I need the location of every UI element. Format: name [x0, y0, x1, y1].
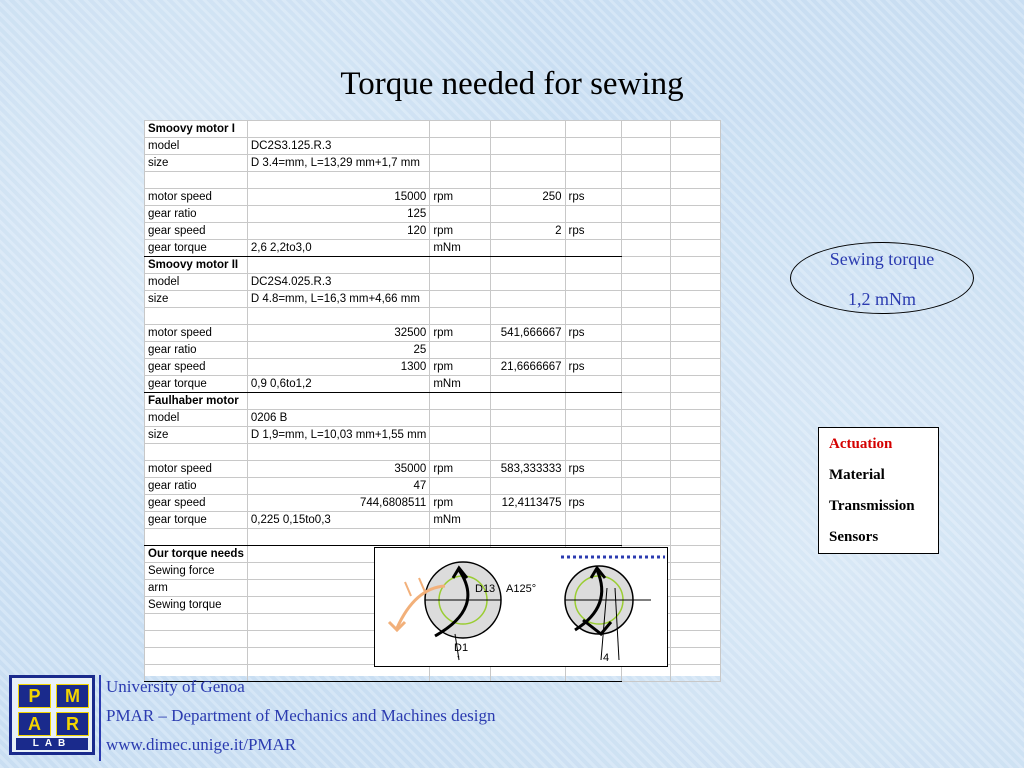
table-cell — [671, 648, 721, 665]
table-cell — [247, 172, 429, 189]
table-cell: Sewing force — [145, 563, 248, 580]
table-cell — [621, 359, 671, 376]
table-cell — [145, 308, 248, 325]
table-cell: rps — [565, 495, 621, 512]
table-cell: rps — [565, 325, 621, 342]
table-cell — [565, 427, 621, 444]
table-row — [145, 444, 721, 461]
table-cell: model — [145, 274, 248, 291]
table-cell — [671, 580, 721, 597]
table-cell — [621, 325, 671, 342]
table-cell — [565, 206, 621, 223]
table-cell: mNm — [430, 240, 491, 257]
table-cell — [671, 410, 721, 427]
table-cell: gear speed — [145, 223, 248, 240]
table-cell — [671, 444, 721, 461]
table-cell — [430, 478, 491, 495]
table-cell — [491, 240, 565, 257]
table-cell — [491, 478, 565, 495]
table-cell: size — [145, 427, 248, 444]
table-cell — [671, 631, 721, 648]
table-cell — [565, 155, 621, 172]
table-cell: gear speed — [145, 359, 248, 376]
table-cell: Sewing torque — [145, 597, 248, 614]
table-cell: rps — [565, 223, 621, 240]
table-cell — [491, 410, 565, 427]
table-cell: model — [145, 138, 248, 155]
table-cell — [491, 444, 565, 461]
table-cell — [621, 291, 671, 308]
table-cell — [565, 342, 621, 359]
table-row — [145, 461, 721, 478]
table-cell: 2,6 2,2to3,0 — [247, 240, 429, 257]
table-cell — [565, 257, 621, 274]
table-cell — [565, 376, 621, 393]
slide-title-text: Torque needed for sewing — [340, 66, 684, 102]
table-cell: rpm — [430, 223, 491, 240]
sewing-torque-callout — [790, 242, 974, 314]
table-cell — [671, 223, 721, 240]
table-cell: motor speed — [145, 461, 248, 478]
table-cell — [621, 495, 671, 512]
table-cell: 1300 — [247, 359, 429, 376]
logo-letter-m: M — [56, 684, 89, 708]
table-cell — [671, 121, 721, 138]
table-cell — [491, 206, 565, 223]
slide-title — [0, 66, 924, 103]
table-cell — [565, 308, 621, 325]
footer-website-link[interactable]: www.dimec.unige.it/PMAR — [106, 735, 297, 754]
table-cell — [671, 274, 721, 291]
table-cell: mNm — [430, 376, 491, 393]
table-cell — [671, 546, 721, 563]
table-cell — [621, 189, 671, 206]
table-row — [145, 478, 721, 495]
table-cell: gear torque — [145, 240, 248, 257]
table-cell: 2 — [491, 223, 565, 240]
table-cell — [671, 529, 721, 546]
motion-tick-2 — [419, 578, 425, 592]
table-cell — [621, 223, 671, 240]
table-cell — [671, 512, 721, 529]
table-cell — [565, 274, 621, 291]
table-cell — [621, 257, 671, 274]
table-cell: rpm — [430, 325, 491, 342]
table-cell — [565, 444, 621, 461]
table-cell: Our torque needs — [145, 546, 248, 563]
table-cell: 12,4113475 — [491, 495, 565, 512]
table-cell — [671, 495, 721, 512]
table-cell — [671, 393, 721, 410]
table-cell: gear ratio — [145, 206, 248, 223]
table-cell: 0,9 0,6to1,2 — [247, 376, 429, 393]
table-cell — [621, 155, 671, 172]
table-cell — [491, 529, 565, 546]
table-row — [145, 240, 721, 257]
table-cell — [491, 172, 565, 189]
table-row — [145, 138, 721, 155]
table-cell — [491, 512, 565, 529]
table-cell — [430, 529, 491, 546]
label-d13: D13 — [475, 583, 496, 595]
label-d1-sub: - — [457, 652, 460, 661]
table-cell: D 3.4=mm, L=13,29 mm+1,7 mm — [247, 155, 429, 172]
table-cell: 25 — [247, 342, 429, 359]
table-cell — [565, 529, 621, 546]
table-row — [145, 427, 721, 444]
table-cell — [565, 512, 621, 529]
table-cell: rpm — [430, 189, 491, 206]
table-cell — [671, 359, 721, 376]
table-cell — [430, 257, 491, 274]
table-cell — [621, 172, 671, 189]
table-row — [145, 410, 721, 427]
table-cell: gear torque — [145, 376, 248, 393]
table-cell — [247, 308, 429, 325]
motion-tick-1 — [405, 582, 411, 596]
footer — [106, 676, 496, 763]
table-cell: DC2S3.125.R.3 — [247, 138, 429, 155]
footer-university: University of Genoa — [106, 677, 245, 696]
table-cell — [621, 512, 671, 529]
table-cell — [671, 189, 721, 206]
table-cell — [491, 291, 565, 308]
table-cell: motor speed — [145, 325, 248, 342]
table-cell — [491, 427, 565, 444]
table-cell — [621, 206, 671, 223]
table-row — [145, 121, 721, 138]
table-cell: arm — [145, 580, 248, 597]
table-cell: 125 — [247, 206, 429, 223]
table-cell — [671, 461, 721, 478]
table-cell — [565, 410, 621, 427]
table-cell: 47 — [247, 478, 429, 495]
table-cell — [621, 427, 671, 444]
table-cell — [430, 138, 491, 155]
table-cell — [565, 172, 621, 189]
table-cell: 120 — [247, 223, 429, 240]
table-cell: model — [145, 410, 248, 427]
table-cell — [145, 444, 248, 461]
table-cell — [491, 138, 565, 155]
table-cell: rps — [565, 461, 621, 478]
table-cell — [430, 444, 491, 461]
table-cell — [621, 529, 671, 546]
table-cell — [621, 121, 671, 138]
table-cell: rps — [565, 189, 621, 206]
table-cell: gear speed — [145, 495, 248, 512]
table-row — [145, 342, 721, 359]
table-cell: D 4.8=mm, L=16,3 mm+4,66 mm — [247, 291, 429, 308]
table-cell — [671, 614, 721, 631]
table-row — [145, 172, 721, 189]
menu-item-sensors[interactable]: Sensors — [829, 529, 879, 545]
table-cell — [621, 461, 671, 478]
table-row — [145, 359, 721, 376]
table-cell: 541,666667 — [491, 325, 565, 342]
table-cell — [671, 325, 721, 342]
label-a125: A125° — [506, 583, 537, 595]
table-cell: gear ratio — [145, 478, 248, 495]
gear-diagram-drawing — [375, 548, 669, 668]
table-cell: 35000 — [247, 461, 429, 478]
table-cell — [671, 597, 721, 614]
table-cell — [565, 138, 621, 155]
table-row — [145, 393, 721, 410]
table-cell — [430, 342, 491, 359]
table-cell — [671, 665, 721, 682]
logo-letter-r: R — [56, 712, 89, 736]
table-cell — [247, 393, 429, 410]
table-cell — [621, 393, 671, 410]
table-row — [145, 308, 721, 325]
table-row — [145, 189, 721, 206]
table-row — [145, 376, 721, 393]
table-cell — [145, 631, 248, 648]
table-cell — [671, 427, 721, 444]
table-cell — [430, 155, 491, 172]
table-row — [145, 257, 721, 274]
table-cell: 250 — [491, 189, 565, 206]
table-cell — [145, 648, 248, 665]
table-cell — [145, 614, 248, 631]
table-cell — [565, 393, 621, 410]
table-cell — [671, 308, 721, 325]
table-cell — [671, 240, 721, 257]
table-cell — [671, 155, 721, 172]
table-cell — [491, 342, 565, 359]
logo-letter-a: A — [18, 712, 51, 736]
table-cell: rpm — [430, 495, 491, 512]
table-cell: rpm — [430, 359, 491, 376]
table-cell: Smoovy motor II — [145, 257, 248, 274]
table-cell — [671, 478, 721, 495]
table-cell — [145, 172, 248, 189]
table-cell — [491, 376, 565, 393]
menu-item-transmission[interactable]: Transmission — [829, 498, 915, 514]
table-cell — [491, 155, 565, 172]
table-cell — [145, 529, 248, 546]
table-cell — [565, 121, 621, 138]
table-cell — [671, 291, 721, 308]
table-cell — [247, 257, 429, 274]
table-row — [145, 495, 721, 512]
table-row — [145, 223, 721, 240]
table-cell — [247, 121, 429, 138]
table-cell — [491, 121, 565, 138]
table-cell — [621, 444, 671, 461]
table-cell — [621, 240, 671, 257]
table-row — [145, 274, 721, 291]
table-cell: 583,333333 — [491, 461, 565, 478]
table-cell — [671, 206, 721, 223]
table-cell — [430, 206, 491, 223]
table-cell — [621, 274, 671, 291]
table-cell — [565, 291, 621, 308]
table-cell — [621, 478, 671, 495]
callout-line-2: 1,2 mNm — [847, 289, 916, 309]
table-cell: size — [145, 155, 248, 172]
table-cell — [430, 410, 491, 427]
table-cell — [671, 563, 721, 580]
table-cell: 21,6666667 — [491, 359, 565, 376]
table-cell: Faulhaber motor — [145, 393, 248, 410]
table-cell: Smoovy motor I — [145, 121, 248, 138]
table-cell — [430, 121, 491, 138]
table-cell — [247, 529, 429, 546]
table-cell: rpm — [430, 461, 491, 478]
table-cell — [430, 274, 491, 291]
table-row — [145, 155, 721, 172]
table-cell — [565, 240, 621, 257]
table-cell — [621, 376, 671, 393]
footer-divider — [99, 675, 101, 761]
logo-letter-p: P — [18, 684, 51, 708]
pmar-lab-logo — [9, 675, 95, 755]
table-cell: rps — [565, 359, 621, 376]
table-cell — [671, 138, 721, 155]
table-row — [145, 291, 721, 308]
table-cell: D 1,9=mm, L=10,03 mm+1,55 mm — [247, 427, 429, 444]
table-cell — [491, 274, 565, 291]
table-cell — [621, 410, 671, 427]
table-cell — [671, 376, 721, 393]
table-cell: 744,6808511 — [247, 495, 429, 512]
table-cell — [430, 308, 491, 325]
logo-lab-text: LAB — [16, 738, 88, 750]
footer-department: PMAR – Department of Mechanics and Machines design — [106, 706, 496, 725]
table-cell: 0,225 0,15to0,3 — [247, 512, 429, 529]
table-cell — [491, 393, 565, 410]
table-cell — [671, 342, 721, 359]
table-cell — [430, 393, 491, 410]
table-cell: 32500 — [247, 325, 429, 342]
table-row — [145, 512, 721, 529]
table-cell — [565, 478, 621, 495]
gear-diagram — [374, 547, 668, 667]
table-cell — [671, 172, 721, 189]
table-cell: DC2S4.025.R.3 — [247, 274, 429, 291]
table-cell — [430, 427, 491, 444]
table-cell — [621, 342, 671, 359]
table-cell: size — [145, 291, 248, 308]
label-4: 4 — [603, 652, 610, 664]
table-cell — [430, 172, 491, 189]
table-cell: gear torque — [145, 512, 248, 529]
table-row — [145, 325, 721, 342]
table-cell — [621, 138, 671, 155]
table-cell — [671, 257, 721, 274]
callout-line-1: Sewing torque — [829, 249, 935, 269]
label-d1: D1 — [454, 642, 469, 654]
table-cell — [491, 308, 565, 325]
table-cell: gear ratio — [145, 342, 248, 359]
menu-item-material[interactable]: Material — [829, 467, 885, 483]
table-row — [145, 529, 721, 546]
table-cell — [430, 291, 491, 308]
table-cell: mNm — [430, 512, 491, 529]
topic-menu — [818, 427, 939, 554]
table-row — [145, 206, 721, 223]
table-cell: motor speed — [145, 189, 248, 206]
table-cell: 15000 — [247, 189, 429, 206]
table-cell — [247, 444, 429, 461]
table-cell — [491, 257, 565, 274]
table-cell: 0206 B — [247, 410, 429, 427]
table-cell — [621, 308, 671, 325]
menu-item-actuation[interactable]: Actuation — [829, 436, 893, 452]
